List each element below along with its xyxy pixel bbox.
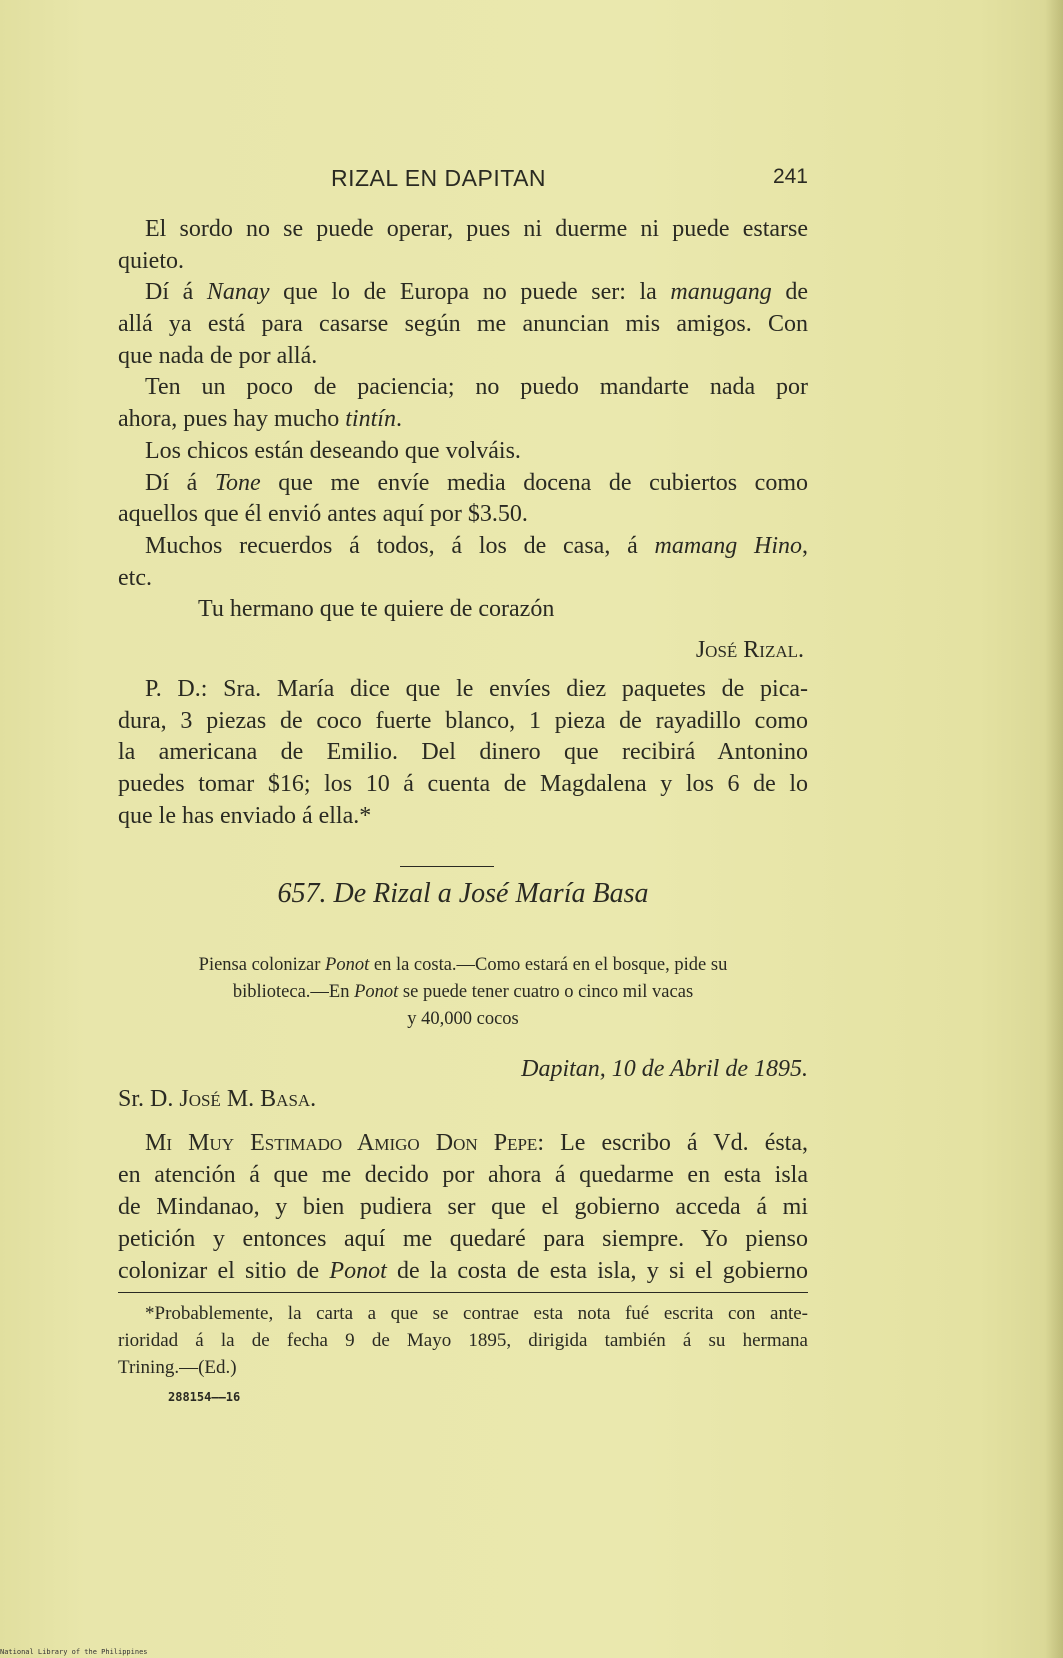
text-line: etc. [118,564,152,591]
italic-term: manugang [670,279,772,306]
footnote-line: *Probablemente, la carta a que se contrae esta nota fué escrita con ante- [145,1303,808,1324]
section-divider [400,866,494,867]
page-edge-shadow [1045,0,1063,1658]
postscript-line: dura, 3 piezas de coco fuerte blanco, 1 pieza de rayadillo como [118,707,808,734]
footnote-line: Trining.—(Ed.) [118,1357,237,1378]
text-line: quieto. [118,247,184,274]
summary-line: Piensa colonizar Ponot en la costa.—Como estará en el bosque, pide su [198,955,728,975]
postscript-line: P. D.: Sra. María dice que le envíes diez paquetes de pica- [145,675,808,702]
postscript-line: que le has enviado á ella.* [118,802,372,829]
italic-name: Tone [214,469,261,496]
text-line: Muchos recuerdos á todos, á los de casa, á mamang Hino, [145,532,808,559]
italic-name: mamang Hino [654,532,802,559]
footnote-line: rioridad á la de fecha 9 de Mayo 1895, dirigida también á su hermana [118,1330,808,1351]
running-head-title: RIZAL EN DAPITAN [331,165,547,191]
postscript-line: puedes tomar $16; los 10 á cuenta de Magdalena y los 6 de lo [118,771,808,797]
letter-summary [118,952,808,1033]
text-line: ahora, pues hay mucho tintín. [118,406,402,433]
dateline: Dapitan, 10 de Abril de 1895. [521,1056,808,1082]
letter-continuation [118,214,808,832]
text-line: Ten un poco de paciencia; no puedo mandarte nada por [145,374,808,401]
running-head [118,165,808,199]
letter-title: 657. De Rizal a José María Basa [277,878,649,909]
print-code: 288154——16 [168,1390,241,1404]
footnote-rule [118,1292,808,1293]
footnote [118,1300,808,1381]
addressee: Sr. D. José M. Basa. [118,1086,317,1112]
text-line: Mi Muy Estimado Amigo Don Pepe: Le escribo á Vd. ésta, [145,1130,809,1156]
text-line: en atención á que me decido por ahora á quedarme en esta isla [118,1162,808,1188]
text-line: El sordo no se puede operar, pues ni duerme ni puede estarse [145,216,808,242]
summary-line: y 40,000 cocos [407,1009,519,1029]
text-line: Dí á Nanay que lo de Europa no puede ser: la manugang de [145,279,808,306]
text-line: Los chicos están deseando que volváis. [145,437,521,464]
salutation: Mi Muy Estimado Amigo Don Pepe [145,1130,538,1156]
library-credit: National Library of the Philippines [0,1648,148,1656]
text-line: que nada de por allá. [118,342,318,369]
text-line: Dí á Tone que me envíe media docena de cubiertos como [145,469,808,496]
text-line: de Mindanao, y bien pudiera ser que el gobierno acceda á mi [118,1194,808,1220]
closing-line: Tu hermano que te quiere de corazón [198,596,555,623]
signature: José Rizal. [695,636,804,663]
italic-term: tintín [345,406,396,433]
text-line: colonizar el sitio de Ponot de la costa de esta isla, y si el gobierno [118,1258,808,1284]
text-line: petición y entonces aquí me quedaré para siempre. Yo pienso [118,1226,808,1252]
page-number: 241 [772,165,808,188]
summary-line: biblioteca.—En Ponot se puede tener cuatro o cinco mil vacas [232,982,694,1002]
italic-name: Nanay [206,279,270,306]
letter-body [118,1127,808,1287]
text-line: aquellos que él envió antes aquí por $3.50. [118,501,528,528]
text-line: allá ya está para casarse según me anuncian mis amigos. Con [118,311,808,338]
postscript-line: la americana de Emilio. Del dinero que recibirá Antonino [118,739,808,766]
